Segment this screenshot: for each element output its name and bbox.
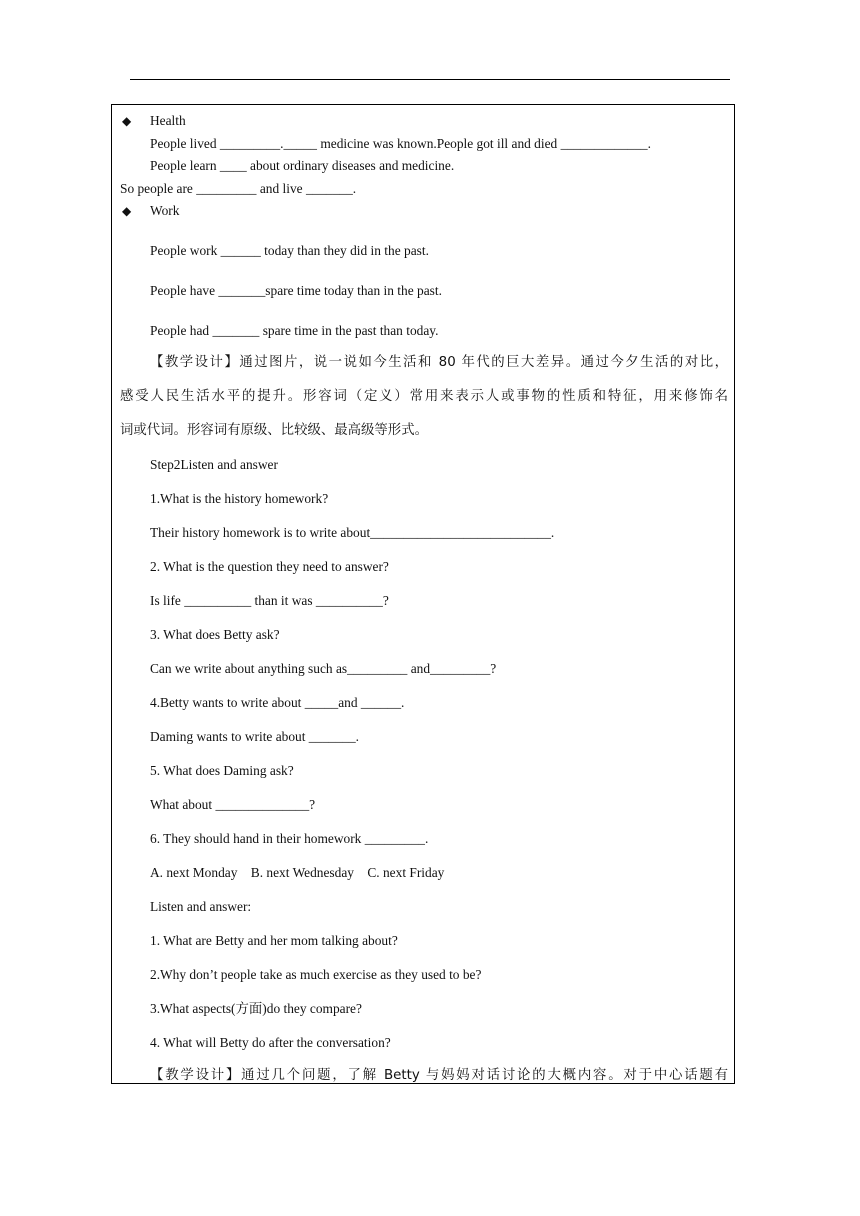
- work-heading: Work: [150, 203, 180, 218]
- listen2-question-4: 4. What will Betty do after the conversation?: [150, 1035, 391, 1050]
- question-2: 2. What is the question they need to answer?: [150, 559, 389, 574]
- design-note-2-line-1: 【教学设计】通过几个问题，了解 Betty 与妈妈对话讨论的大概内容。对于中心话题有: [150, 1068, 728, 1083]
- question-1: 1.What is the history homework?: [150, 491, 329, 506]
- design-note-1-line-2: 感受人民生活水平的提升。形容词（定义）常用来表示人或事物的性质和特征，用来修饰名: [120, 389, 728, 404]
- diamond-bullet-icon: ◆: [122, 204, 132, 218]
- question-3: 3. What does Betty ask?: [150, 627, 280, 642]
- work-line-2: People have _______spare time today than in the past.: [150, 283, 442, 298]
- diamond-bullet-icon: ◆: [122, 114, 132, 128]
- health-line-3: So people are _________ and live _______.: [120, 181, 357, 196]
- listen2-question-2: 2.Why don’t people take as much exercise as they used to be?: [150, 967, 482, 982]
- question-5: 5. What does Daming ask?: [150, 763, 294, 778]
- listen2-question-1: 1. What are Betty and her mom talking about?: [150, 933, 398, 948]
- health-heading: Health: [150, 113, 186, 128]
- answer-2: Is life __________ than it was __________?: [150, 593, 389, 608]
- listen2-question-3: 3.What aspects(方面)do they compare?: [150, 1001, 362, 1016]
- header-rule: [130, 79, 730, 80]
- health-line-2: People learn ____ about ordinary diseases and medicine.: [150, 158, 455, 173]
- question-6: 6. They should hand in their homework _________.: [150, 831, 429, 846]
- step2-title: Step2Listen and answer: [150, 457, 278, 472]
- work-line-1: People work ______ today than they did in the past.: [150, 243, 429, 258]
- question-4: 4.Betty wants to write about _____and ______.: [150, 695, 405, 710]
- answer-1: Their history homework is to write about___________________________.: [150, 525, 555, 540]
- design-note-1-line-3: 词或代词。形容词有原级、比较级、最高级等形式。: [120, 423, 428, 438]
- design-note-1-line-1: 【教学设计】通过图片，说一说如今生活和 80 年代的巨大差异。通过今夕生活的对比，: [150, 355, 728, 370]
- answer-5: What about ______________?: [150, 797, 316, 812]
- answer-4: Daming wants to write about _______.: [150, 729, 360, 744]
- work-line-3: People had _______ spare time in the past than today.: [150, 323, 439, 338]
- answer-6-options: A. next Monday B. next Wednesday C. next Friday: [150, 865, 445, 880]
- content-frame: [111, 104, 735, 1084]
- listen2-title: Listen and answer:: [150, 899, 252, 914]
- health-line-1: People lived _________._____ medicine was known.People got ill and died _____________.: [150, 136, 651, 151]
- answer-3: Can we write about anything such as_________ and_________?: [150, 661, 497, 676]
